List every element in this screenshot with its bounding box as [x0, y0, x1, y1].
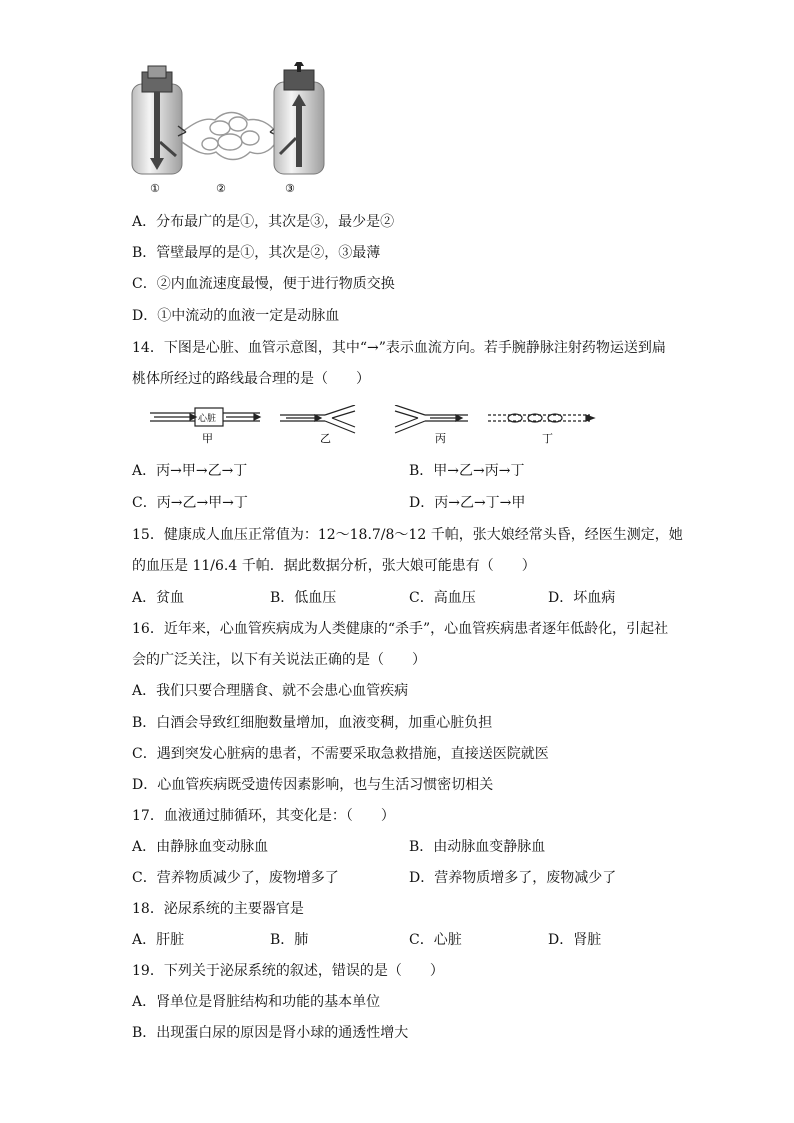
q15-option-b: B．低血压 [270, 590, 337, 606]
label-jia: 甲 [202, 432, 213, 445]
q19-option-a: A．肾单位是肾脏结构和功能的基本单位 [132, 994, 381, 1010]
q16-option-a: A．我们只要合理膳食、就不会患心血管疾病 [132, 683, 409, 699]
q19-option-b: B．出现蛋白尿的原因是肾小球的通透性增大 [132, 1025, 409, 1041]
q14-option-a: A．丙→甲→乙→丁 [132, 463, 248, 479]
q15-option-a: A．贫血 [132, 590, 185, 606]
q16-option-d: D．心血管疾病既受遗传因素影响，也与生活习惯密切相关 [132, 777, 494, 793]
vein-drawing [274, 62, 324, 174]
q14-option-c: C．丙→乙→甲→丁 [132, 495, 248, 511]
capillary-network-drawing [178, 113, 278, 160]
q15-stem-line1: 15．健康成人血压正常值为：12～18.7/8～12 千帕，张大娘经常头昏，经医生测定，她 [132, 527, 683, 543]
q18-option-c: C．心脏 [409, 932, 462, 948]
q14-stem-line1: 14．下图是心脏、血管示意图，其中“→”表示血流方向。若手腕静脉注射药物运送到扁 [132, 340, 666, 356]
q15-option-c: C．高血压 [409, 590, 476, 606]
artery-drawing [132, 66, 182, 174]
q18-option-b: B．肺 [270, 932, 309, 948]
label-ding: 丁 [542, 432, 553, 445]
figure-label-3: ③ [285, 182, 295, 195]
heart-label: 心脏 [198, 414, 217, 424]
q13-option-d: D．①中流动的血液一定是动脉血 [132, 308, 340, 324]
figure-ding [488, 414, 594, 422]
q18-option-d: D．肾脏 [548, 932, 602, 948]
q18-option-a: A．肝脏 [132, 932, 185, 948]
figure-yi [280, 405, 355, 433]
label-yi: 乙 [320, 432, 331, 445]
q16-stem-line2: 会的广泛关注，以下有关说法正确的是（ ） [132, 652, 426, 668]
heart-vessel-figure [150, 405, 605, 445]
q13-option-c: C．②内血流速度最慢，便于进行物质交换 [132, 276, 395, 292]
q17-option-a: A．由静脉血变动脉血 [132, 839, 269, 855]
q17-option-c: C．营养物质减少了，废物增多了 [132, 870, 339, 886]
q14-option-b: B．甲→乙→丙→丁 [409, 463, 525, 479]
q19-stem: 19．下列关于泌尿系统的叙述，错误的是（ ） [132, 963, 444, 979]
q17-stem: 17．血液通过肺循环，其变化是：（ ） [132, 808, 395, 824]
q16-option-b: B．白酒会导致红细胞数量增加，血液变稠，加重心脏负担 [132, 715, 493, 731]
q16-stem-line1: 16．近年来，心血管疾病成为人类健康的“杀手”，心血管疾病患者逐年低龄化，引起社 [132, 621, 669, 637]
q17-option-b: B．由动脉血变静脉血 [409, 839, 546, 855]
blood-vessel-figure [120, 62, 330, 197]
q17-option-d: D．营养物质增多了，废物减少了 [409, 870, 617, 886]
q13-option-a: A．分布最广的是①，其次是③，最少是② [132, 214, 395, 230]
q13-option-b: B．管壁最厚的是①，其次是②，③最薄 [132, 245, 381, 261]
q14-option-d: D．丙→乙→丁→甲 [409, 495, 526, 511]
label-bing: 丙 [435, 432, 446, 445]
q15-stem-line2: 的血压是 11/6.4 千帕．据此数据分析，张大娘可能患有（ ） [132, 558, 536, 574]
figure-bing [395, 405, 468, 433]
q15-option-d: D．坏血病 [548, 590, 616, 606]
q14-stem-line2: 桃体所经过的路线最合理的是（ ） [132, 371, 370, 387]
figure-label-1: ① [150, 182, 160, 195]
figure-label-2: ② [216, 182, 226, 195]
q18-stem: 18．泌尿系统的主要器官是 [132, 901, 304, 917]
q16-option-c: C．遇到突发心脏病的患者，不需要采取急救措施，直接送医院就医 [132, 746, 549, 762]
